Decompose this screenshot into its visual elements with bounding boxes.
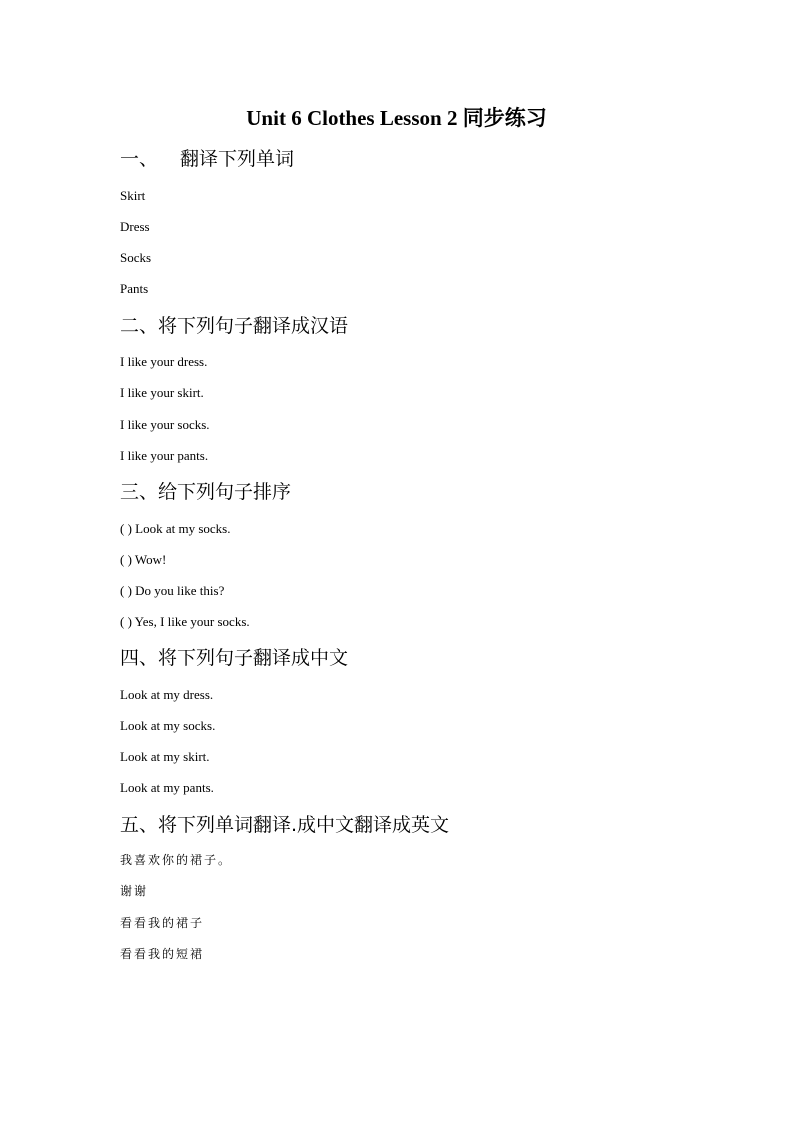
section-3-heading bbox=[120, 480, 291, 504]
section-1-item-4: Pants bbox=[120, 281, 149, 296]
section-3-title: 给下列句子排序 bbox=[158, 481, 292, 503]
section-4-item-1: Look at my dress. bbox=[120, 687, 214, 702]
section-3-item-1: ( ) Look at my socks. bbox=[120, 521, 231, 536]
section-5-item-1: 我喜欢你的裙子。 bbox=[120, 853, 233, 867]
section-2-item-3: I like your socks. bbox=[120, 417, 210, 432]
section-5-title: 将下列单词翻译.成中文翻译成英文 bbox=[158, 814, 450, 836]
section-3-item-2: ( ) Wow! bbox=[120, 552, 167, 567]
section-5-item-2: 谢谢 bbox=[120, 884, 149, 898]
section-2-number: 二、 bbox=[120, 315, 159, 337]
section-3-item-3: ( ) Do you like this? bbox=[120, 583, 225, 598]
section-2-title: 将下列句子翻译成汉语 bbox=[158, 315, 349, 337]
section-5-number: 五、 bbox=[120, 814, 159, 836]
page-title: Unit 6 Clothes Lesson 2 同步练习 bbox=[246, 106, 547, 130]
section-1-title: 翻译下列单词 bbox=[180, 148, 295, 170]
section-1-number: 一、 bbox=[120, 148, 159, 170]
section-3-item-4: ( ) Yes, I like your socks. bbox=[120, 614, 250, 629]
section-5-item-4: 看看我的短裙 bbox=[120, 947, 205, 961]
section-1-item-1: Skirt bbox=[120, 188, 146, 203]
section-1-item-2: Dress bbox=[120, 219, 150, 234]
section-4-item-2: Look at my socks. bbox=[120, 718, 216, 733]
section-2-item-2: I like your skirt. bbox=[120, 385, 204, 400]
section-4-item-3: Look at my skirt. bbox=[120, 749, 210, 764]
section-2-item-4: I like your pants. bbox=[120, 448, 209, 463]
section-4-number: 四、 bbox=[120, 647, 159, 669]
section-3-number: 三、 bbox=[120, 481, 159, 503]
section-2-item-1: I like your dress. bbox=[120, 354, 208, 369]
section-5-heading bbox=[120, 813, 449, 837]
section-4-title: 将下列句子翻译成中文 bbox=[158, 647, 349, 669]
section-2-heading bbox=[120, 314, 348, 338]
section-5-item-3: 看看我的裙子 bbox=[120, 916, 205, 930]
section-1-heading bbox=[120, 147, 294, 171]
section-1-item-3: Socks bbox=[120, 250, 152, 265]
section-4-heading bbox=[120, 646, 348, 670]
section-4-item-4: Look at my pants. bbox=[120, 780, 214, 795]
